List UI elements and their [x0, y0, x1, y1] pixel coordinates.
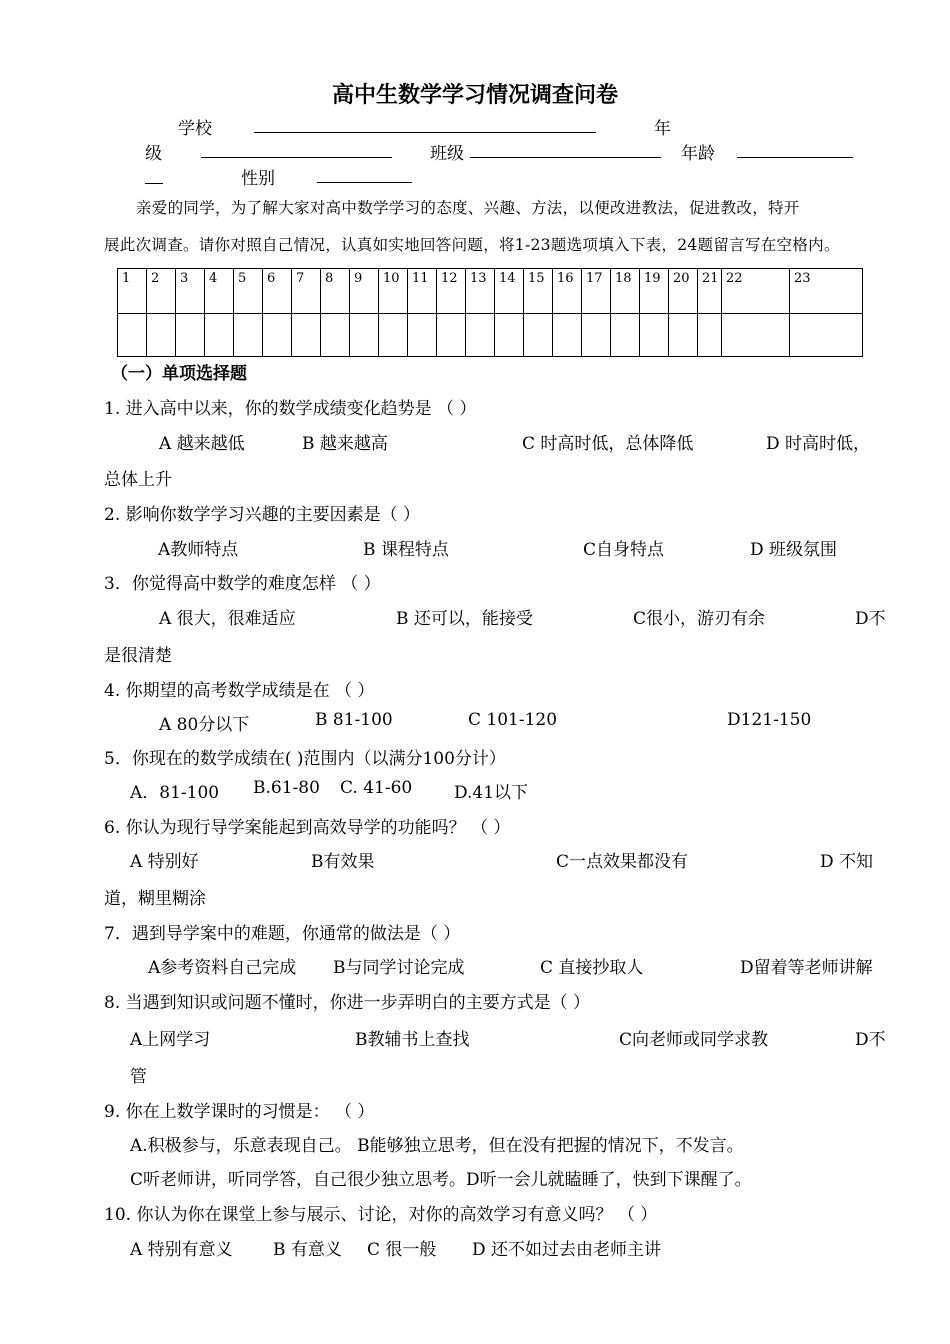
answer-header-cell: 11	[408, 269, 437, 314]
gender-label: 性别	[241, 169, 275, 189]
answer-table-input-row	[118, 314, 863, 357]
question-4-option-b[interactable]: B 81-100	[315, 710, 393, 730]
answer-input-cell[interactable]	[524, 314, 553, 357]
question-7-option-b[interactable]: B与同学讨论完成	[333, 958, 465, 978]
answer-input-cell[interactable]	[263, 314, 292, 357]
answer-input-cell[interactable]	[205, 314, 234, 357]
answer-header-cell: 10	[379, 269, 408, 314]
question-9-stem: 9. 你在上数学课时的习惯是： （ ）	[104, 1102, 375, 1122]
school-label: 学校	[178, 119, 212, 139]
question-9-options-ab[interactable]: A.积极参与，乐意表现自己。 B能够独立思考，但在没有把握的情况下，不发言。	[130, 1136, 744, 1156]
question-4-option-a[interactable]: A 80分以下	[159, 715, 250, 735]
answer-header-cell: 16	[553, 269, 582, 314]
question-5-option-b[interactable]: B.61-80	[253, 778, 320, 798]
answer-table-header-row	[118, 269, 863, 314]
question-1-option-d[interactable]: D 时高时低，	[766, 434, 871, 454]
section-title: （一）单项选择题	[111, 364, 247, 384]
answer-header-cell: 23	[790, 269, 863, 314]
question-6-option-d[interactable]: D 不知	[820, 852, 874, 872]
question-10-stem: 10. 你认为你在课堂上参与展示、讨论，对你的高效学习有意义吗？ （ ）	[104, 1205, 658, 1225]
answer-input-cell[interactable]	[379, 314, 408, 357]
answer-input-cell[interactable]	[722, 314, 790, 357]
answer-input-cell[interactable]	[147, 314, 176, 357]
age-field-continuation	[145, 183, 163, 184]
question-3-stem: 3．你觉得高中数学的难度怎样 （ ）	[104, 574, 381, 594]
answer-header-cell: 4	[205, 269, 234, 314]
class-label: 班级	[430, 144, 464, 164]
question-7-option-d[interactable]: D留着等老师讲解	[740, 958, 873, 978]
question-7-option-c[interactable]: C 直接抄取人	[540, 958, 644, 978]
school-field[interactable]	[254, 132, 596, 133]
question-7-stem: 7．遇到导学案中的难题，你通常的做法是（ ）	[104, 924, 461, 944]
question-8-option-c[interactable]: C向老师或同学求教	[619, 1030, 769, 1050]
class-field[interactable]	[470, 157, 661, 158]
question-4-option-d[interactable]: D121-150	[727, 710, 812, 730]
age-field[interactable]	[737, 157, 853, 158]
question-3-option-d[interactable]: D不	[855, 609, 886, 629]
question-1-option-c[interactable]: C 时高时低，总体降低	[522, 434, 694, 454]
question-5-option-c[interactable]: C. 41-60	[340, 778, 413, 798]
question-9-options-cd[interactable]: C听老师讲，听同学答，自己很少独立思考。D听一会儿就瞌睡了，快到下课醒了。	[130, 1170, 752, 1190]
question-8-stem: 8. 当遇到知识或问题不懂时，你进一步弄明白的主要方式是（ ）	[104, 993, 591, 1013]
answer-header-cell: 12	[437, 269, 466, 314]
question-1-option-b[interactable]: B 越来越高	[302, 434, 388, 454]
question-3-option-c[interactable]: C很小，游刃有余	[633, 609, 766, 629]
answer-header-cell: 3	[176, 269, 205, 314]
answer-input-cell[interactable]	[350, 314, 379, 357]
answer-header-cell: 18	[611, 269, 640, 314]
answer-header-cell: 14	[495, 269, 524, 314]
gender-field[interactable]	[317, 182, 412, 183]
answer-input-cell[interactable]	[553, 314, 582, 357]
question-2-stem: 2. 影响你数学学习兴趣的主要因素是（ ）	[104, 505, 421, 525]
answer-input-cell[interactable]	[466, 314, 495, 357]
question-5-stem: 5．你现在的数学成绩在( )范围内（以满分100分计）	[104, 749, 506, 769]
answer-header-cell: 22	[722, 269, 790, 314]
question-8-option-d[interactable]: D不	[855, 1030, 886, 1050]
answer-input-cell[interactable]	[437, 314, 466, 357]
question-8-option-a[interactable]: A上网学习	[130, 1030, 211, 1050]
answer-input-cell[interactable]	[292, 314, 321, 357]
grade-label-part1: 年	[654, 119, 671, 139]
answer-input-cell[interactable]	[790, 314, 863, 357]
age-label: 年龄	[681, 144, 715, 164]
answer-input-cell[interactable]	[408, 314, 437, 357]
answer-input-cell[interactable]	[640, 314, 669, 357]
answer-header-cell: 8	[321, 269, 350, 314]
question-8-option-b[interactable]: B教辅书上查找	[355, 1030, 470, 1050]
intro-line-1: 亲爱的同学，为了解大家对高中数学学习的态度、兴趣、方法，以便改进教法，促进教改，特开	[136, 199, 800, 217]
answer-header-cell: 13	[466, 269, 495, 314]
question-2-option-c[interactable]: C自身特点	[583, 540, 665, 560]
answer-header-cell: 15	[524, 269, 553, 314]
question-3-option-b[interactable]: B 还可以，能接受	[396, 609, 533, 629]
answer-input-cell[interactable]	[176, 314, 205, 357]
question-10-option-c[interactable]: C 很一般	[367, 1240, 437, 1260]
answer-input-cell[interactable]	[698, 314, 722, 357]
question-1-stem: 1. 进入高中以来，你的数学成绩变化趋势是 （ ）	[104, 399, 477, 419]
answer-table	[117, 268, 863, 357]
answer-header-cell: 1	[118, 269, 147, 314]
question-10-option-d[interactable]: D 还不如过去由老师主讲	[472, 1240, 662, 1260]
answer-header-cell: 17	[582, 269, 611, 314]
page-title: 高中生数学学习情况调查问卷	[331, 82, 618, 108]
answer-input-cell[interactable]	[234, 314, 263, 357]
question-10-option-b[interactable]: B 有意义	[273, 1240, 342, 1260]
answer-input-cell[interactable]	[669, 314, 698, 357]
answer-input-cell[interactable]	[321, 314, 350, 357]
answer-header-cell: 2	[147, 269, 176, 314]
grade-field[interactable]	[201, 157, 392, 158]
question-10-option-a[interactable]: A 特别有意义	[130, 1240, 233, 1260]
intro-line-2: 展此次调查。请你对照自己情况，认真如实地回答问题，将1-23题选项填入下表，24题留言写在空格内。	[104, 236, 840, 254]
question-8-option-d-cont: 管	[130, 1067, 147, 1087]
answer-header-cell: 21	[698, 269, 722, 314]
grade-label-part2: 级	[145, 144, 162, 164]
question-3-option-d-cont: 是很清楚	[104, 646, 172, 666]
question-1-option-d-cont: 总体上升	[104, 470, 172, 490]
answer-input-cell[interactable]	[495, 314, 524, 357]
answer-input-cell[interactable]	[118, 314, 147, 357]
question-2-option-a[interactable]: A教师特点	[158, 540, 239, 560]
question-1-option-a[interactable]: A 越来越低	[159, 434, 245, 454]
question-7-option-a[interactable]: A参考资料自己完成	[148, 958, 297, 978]
answer-header-cell: 20	[669, 269, 698, 314]
answer-input-cell[interactable]	[582, 314, 611, 357]
question-3-option-a[interactable]: A 很大，很难适应	[159, 609, 296, 629]
question-2-option-d[interactable]: D 班级氛围	[750, 540, 838, 560]
answer-header-cell: 5	[234, 269, 263, 314]
answer-input-cell[interactable]	[611, 314, 640, 357]
question-5-option-a[interactable]: A．81-100	[130, 783, 220, 803]
answer-header-cell: 6	[263, 269, 292, 314]
question-2-option-b[interactable]: B 课程特点	[363, 540, 449, 560]
question-6-option-b[interactable]: B有效果	[311, 852, 375, 872]
answer-header-cell: 19	[640, 269, 669, 314]
question-4-stem: 4. 你期望的高考数学成绩是在 （ ）	[104, 681, 375, 701]
question-6-option-a[interactable]: A 特别好	[130, 852, 199, 872]
question-5-option-d[interactable]: D.41以下	[454, 783, 529, 803]
answer-header-cell: 9	[350, 269, 379, 314]
question-4-option-c[interactable]: C 101-120	[468, 710, 558, 730]
question-6-stem: 6. 你认为现行导学案能起到高效导学的功能吗？ （ ）	[104, 818, 511, 838]
question-6-option-d-cont: 道，糊里糊涂	[104, 889, 206, 909]
question-6-option-c[interactable]: C一点效果都没有	[556, 852, 689, 872]
answer-header-cell: 7	[292, 269, 321, 314]
